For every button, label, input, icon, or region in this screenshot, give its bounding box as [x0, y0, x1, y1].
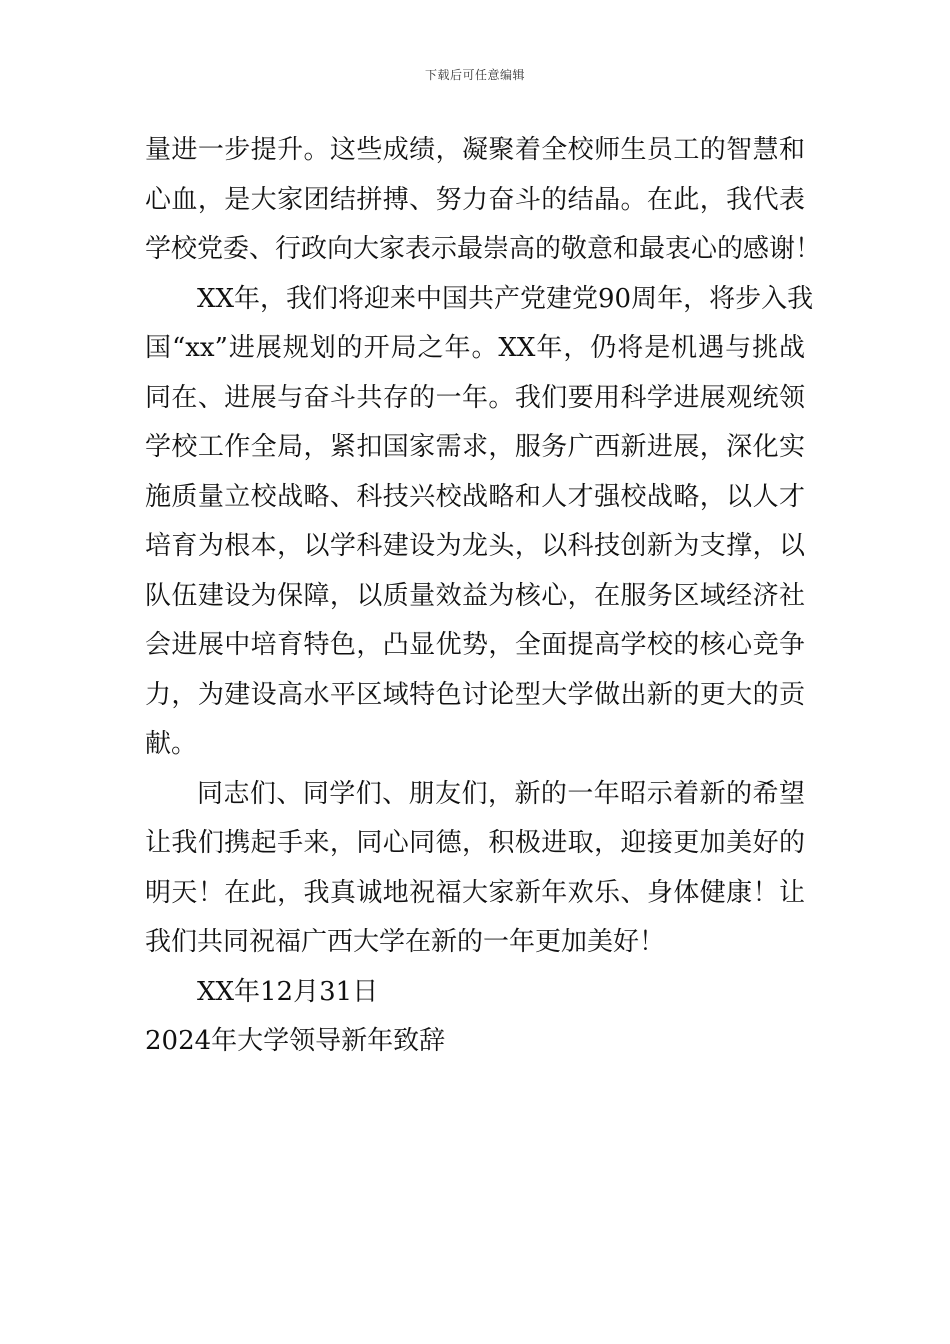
- text-line: 国“xx”进展规划的开局之年。XX年，仍将是机遇与挑战: [145, 333, 805, 363]
- document-title: 2024年大学领导新年致辞: [145, 1026, 446, 1056]
- date-line: XX年12月31日: [197, 976, 379, 1007]
- text-line: 会进展中培育特色，凸显优势，全面提高学校的核心竞争: [145, 630, 805, 660]
- text-line: 同志们、同学们、朋友们，新的一年昭示着新的希望: [197, 778, 805, 809]
- text-line: 我们共同祝福广西大学在新的一年更加美好！: [145, 927, 666, 957]
- text-line: 量进一步提升。这些成绩，凝聚着全校师生员工的智慧和: [145, 135, 805, 165]
- text-line: 献。: [145, 729, 198, 759]
- text-line: 施质量立校战略、科技兴校战略和人才强校战略，以人才: [145, 481, 805, 512]
- text-line: XX年，我们将迎来中国共产党建党90周年，将步入我: [197, 283, 814, 314]
- text-line: 培育为根本，以学科建设为龙头，以科技创新为支撑，以: [145, 531, 805, 561]
- text-line: 同在、进展与奋斗共存的一年。我们要用科学进展观统领: [145, 382, 805, 413]
- text-line: 明天！在此，我真诚地祝福大家新年欢乐、身体健康！让: [145, 877, 805, 908]
- text-line: 心血，是大家团结拼搏、努力奋斗的结晶。在此，我代表: [145, 184, 805, 215]
- download-editable-note: 下载后可任意编辑: [424, 68, 525, 82]
- text-line: 队伍建设为保障，以质量效益为核心，在服务区域经济社: [145, 580, 805, 611]
- text-line: 力，为建设高水平区域特色讨论型大学做出新的更大的贡: [145, 679, 805, 710]
- text-line: 让我们携起手来，同心同德，积极进取，迎接更加美好的: [145, 828, 805, 858]
- text-line: 学校工作全局，紧扣国家需求，服务广西新进展，深化实: [145, 432, 805, 462]
- document-body: [145, 126, 822, 1067]
- text-line: 学校党委、行政向大家表示最崇高的敬意和最衷心的感谢！: [145, 234, 822, 264]
